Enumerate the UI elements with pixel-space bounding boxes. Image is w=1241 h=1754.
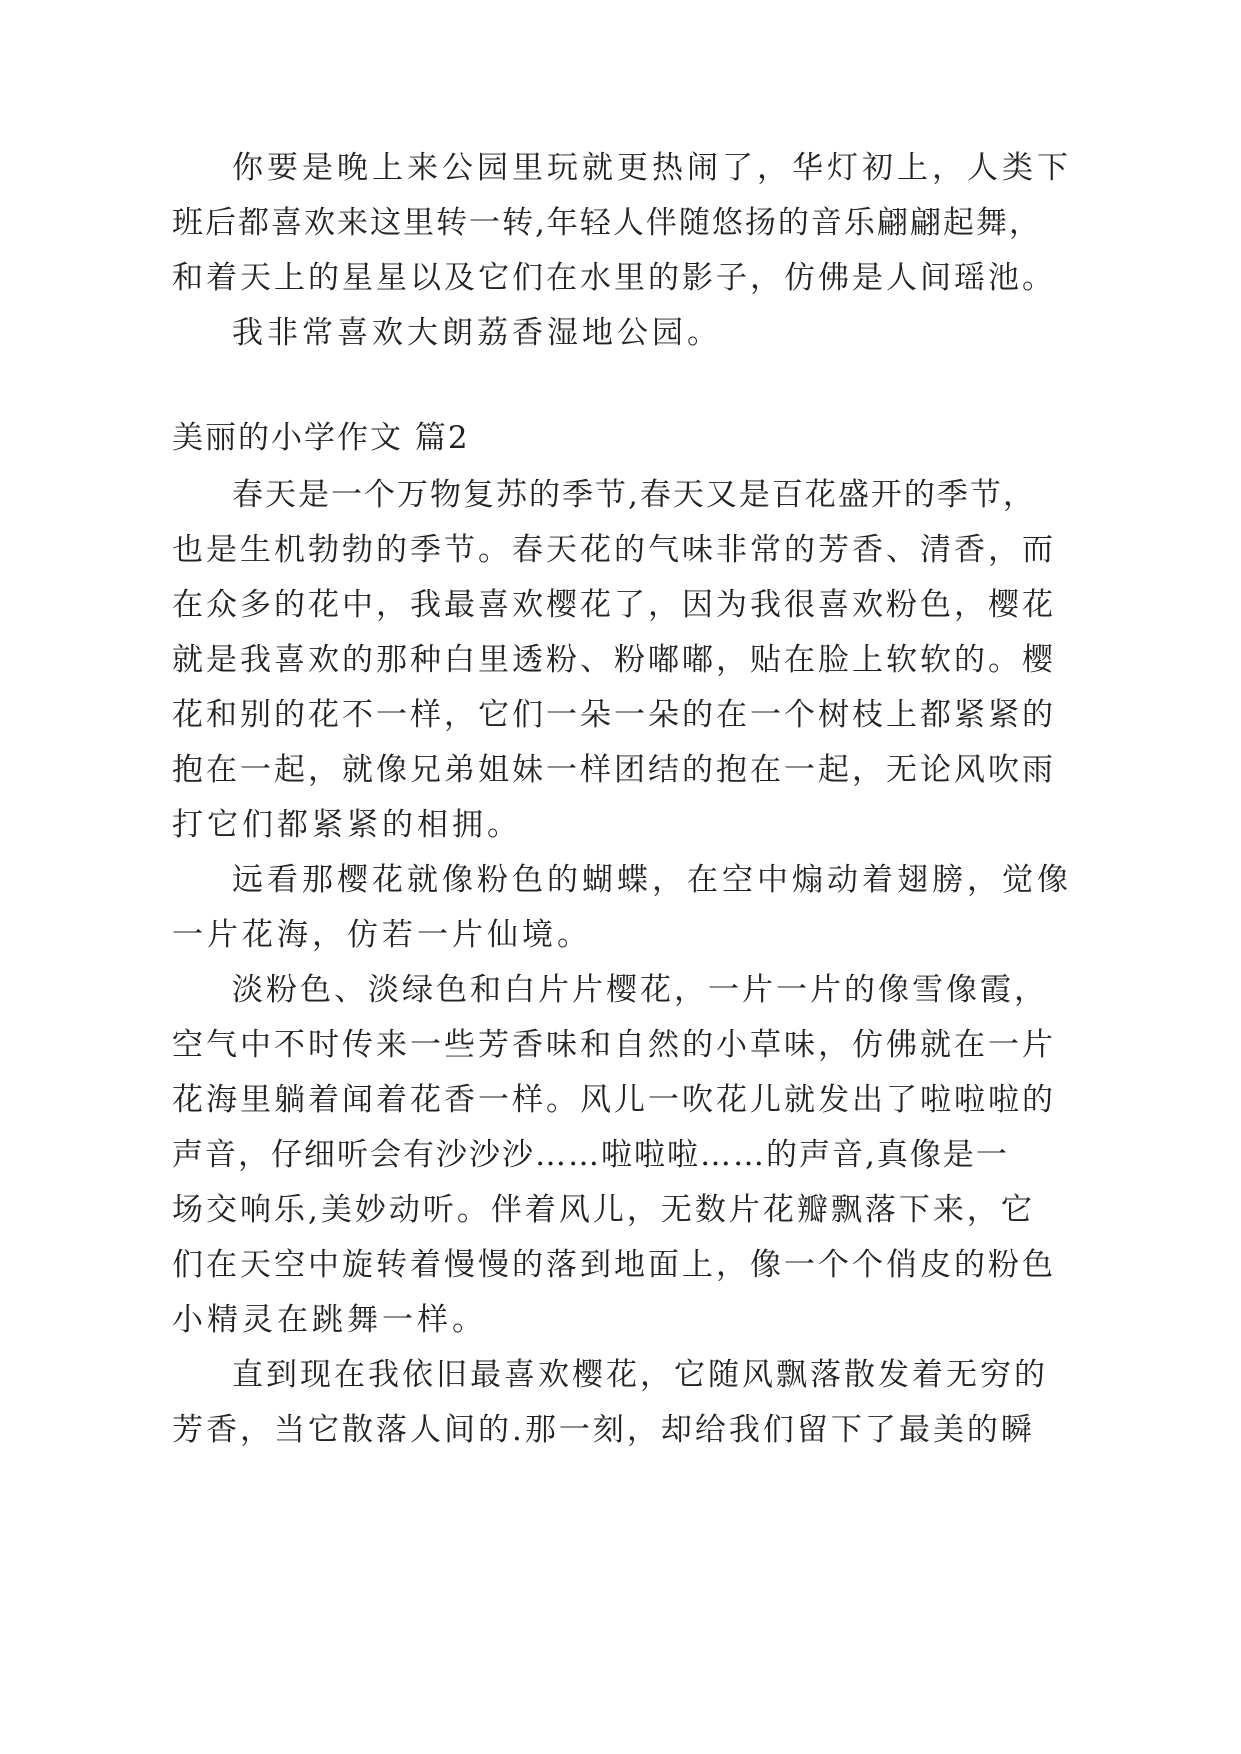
text-line: 你要是晚上来公园里玩就更热闹了，华灯初上，人类下	[232, 150, 1072, 186]
text-line: 空气中不时传来一些芳香味和自然的小草味，仿佛就在一片	[172, 1027, 1056, 1063]
text-line: 花海里躺着闻着花香一样。风儿一吹花儿就发出了啦啦啦的	[172, 1082, 1056, 1118]
text-line: 也是生机勃勃的季节。春天花的气味非常的芳香、清香，而	[172, 532, 1056, 568]
text-line: 直到现在我依旧最喜欢樱花，它随风飘落散发着无穷的	[232, 1357, 1048, 1393]
text-line: 一片花海，仿若一片仙境。	[172, 917, 592, 953]
text-line: 和着天上的星星以及它们在水里的影子，仿佛是人间瑶池。	[172, 260, 1056, 296]
text-line: 我非常喜欢大朗荔香湿地公园。	[232, 315, 722, 351]
text-line: 场交响乐,美妙动听。伴着风儿，无数片花瓣飘落下来，它	[172, 1192, 1035, 1228]
text-line: 在众多的花中，我最喜欢樱花了，因为我很喜欢粉色，樱花	[172, 587, 1056, 623]
text-line: 就是我喜欢的那种白里透粉、粉嘟嘟，贴在脸上软软的。樱	[172, 642, 1056, 678]
section-heading: 美丽的小学作文 篇2	[172, 420, 470, 456]
text-line: 们在天空中旋转着慢慢的落到地面上，像一个个俏皮的粉色	[172, 1247, 1056, 1283]
text-line: 花和别的花不一样，它们一朵一朵的在一个树枝上都紧紧的	[172, 697, 1056, 733]
text-line: 打它们都紧紧的相拥。	[172, 807, 522, 843]
text-line: 班后都喜欢来这里转一转,年轻人伴随悠扬的音乐翩翩起舞，	[172, 205, 1042, 241]
text-line: 小精灵在跳舞一样。	[172, 1302, 487, 1338]
text-line: 春天是一个万物复苏的季节,春天又是百花盛开的季节，	[232, 477, 1036, 513]
text-line: 远看那樱花就像粉色的蝴蝶，在空中煽动着翅膀，觉像	[232, 862, 1072, 898]
text-line: 抱在一起，就像兄弟姐妹一样团结的抱在一起，无论风吹雨	[172, 752, 1056, 788]
text-line: 声音，仔细听会有沙沙沙……啦啦啦……的声音,真像是一	[172, 1137, 1009, 1173]
text-line: 芳香，当它散落人间的.那一刻，却给我们留下了最美的瞬	[172, 1412, 1035, 1448]
text-line: 淡粉色、淡绿色和白片片樱花，一片一片的像雪像霞，	[232, 972, 1048, 1008]
